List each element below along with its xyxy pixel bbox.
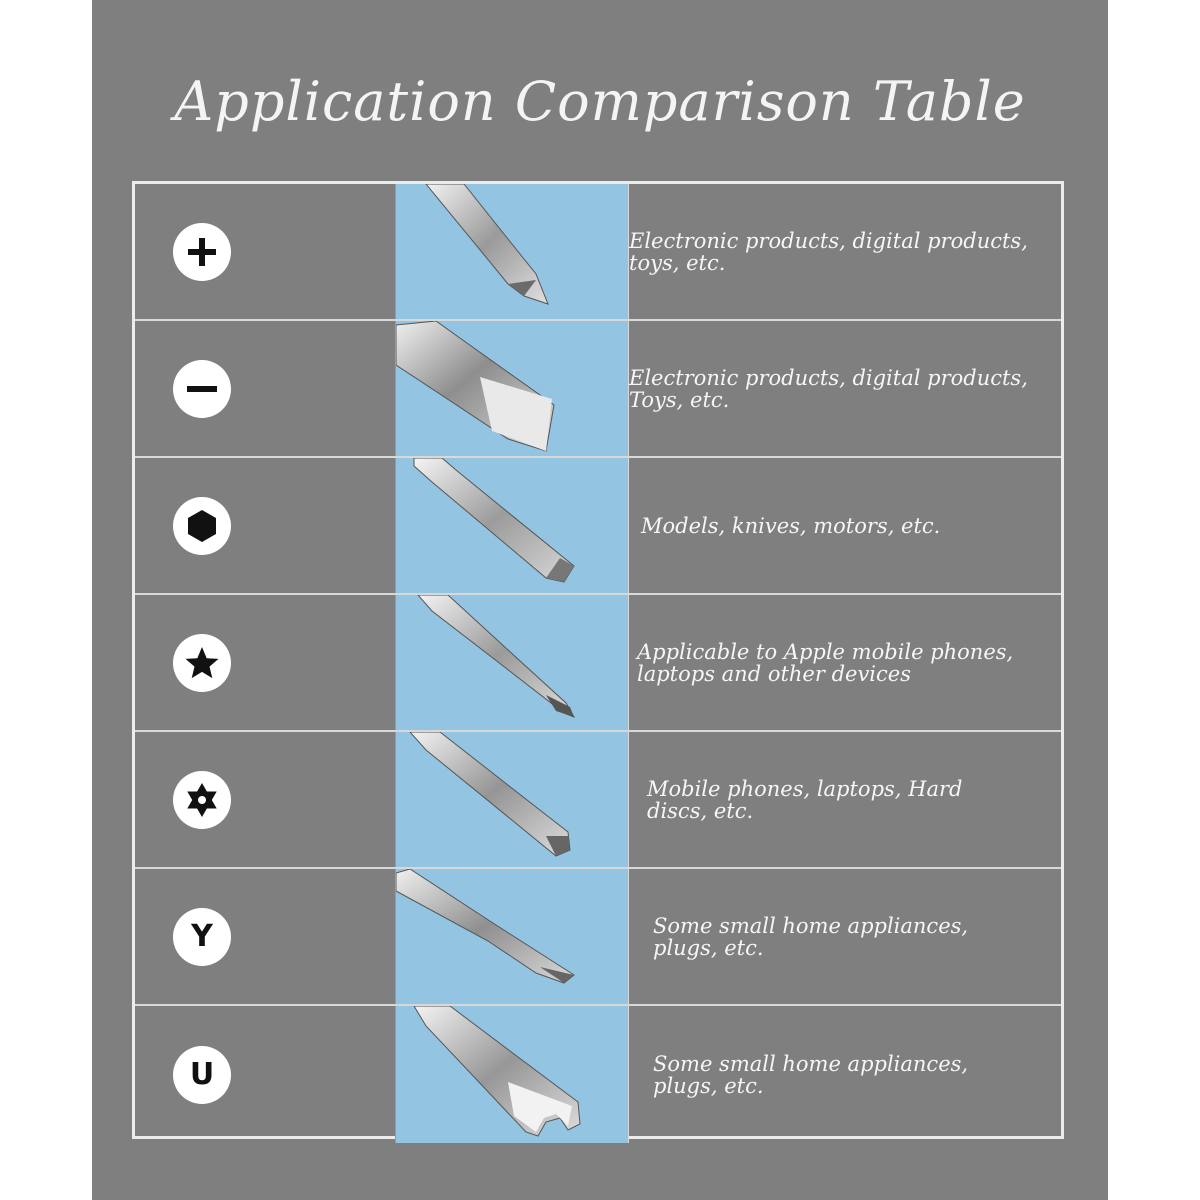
icon-cell — [135, 458, 396, 593]
description-text: Mobile phones, laptops, Hard discs, etc. — [647, 776, 963, 823]
description-cell — [629, 458, 1061, 593]
phillips-cross-icon — [173, 223, 231, 281]
y-bit-image — [396, 869, 629, 1004]
table-row — [135, 869, 1061, 1006]
u-tip-icon — [173, 1046, 231, 1104]
description-text: Electronic products, digital products, toys, etc. — [629, 228, 1028, 275]
background-panel — [92, 0, 1108, 1200]
icon-cell — [135, 869, 396, 1004]
hex-bit-image — [396, 458, 629, 593]
u-tip-label: U — [189, 1057, 215, 1092]
icon-cell — [135, 1006, 396, 1143]
description-cell — [629, 595, 1061, 730]
description-text: Electronic products, digital products, Toys, etc. — [629, 365, 1028, 412]
description-cell — [629, 184, 1061, 319]
icon-cell — [135, 321, 396, 456]
slotted-bit-image — [396, 321, 629, 456]
description-text: Applicable to Apple mobile phones, laptops and other devices — [637, 639, 1014, 686]
description-cell — [629, 869, 1061, 1004]
comparison-table — [132, 181, 1064, 1139]
table-row — [135, 184, 1061, 321]
table-row — [135, 458, 1061, 595]
icon-cell — [135, 732, 396, 867]
table-row — [135, 321, 1061, 458]
hex-icon — [173, 497, 231, 555]
y-tip-icon — [173, 908, 231, 966]
icon-cell — [135, 184, 396, 319]
description-text: Some small home appliances, plugs, etc. — [653, 913, 969, 960]
description-cell — [629, 732, 1061, 867]
y-tip-label: Y — [191, 919, 213, 954]
pentalobe-star-icon — [173, 634, 231, 692]
table-row — [135, 595, 1061, 732]
description-text: Some small home appliances, plugs, etc. — [653, 1051, 969, 1098]
description-cell — [629, 321, 1061, 456]
slotted-minus-icon — [173, 360, 231, 418]
description-cell — [629, 1006, 1061, 1143]
phillips-bit-image — [396, 184, 629, 319]
torx-bit-image — [396, 732, 629, 867]
u-bit-image — [396, 1006, 629, 1143]
torx-star-icon — [173, 771, 231, 829]
table-row — [135, 1006, 1061, 1143]
page-title: Application Comparison Table — [174, 70, 1026, 133]
icon-cell — [135, 595, 396, 730]
pentalobe-bit-image — [396, 595, 629, 730]
description-text: Models, knives, motors, etc. — [641, 513, 941, 538]
table-row — [135, 732, 1061, 869]
